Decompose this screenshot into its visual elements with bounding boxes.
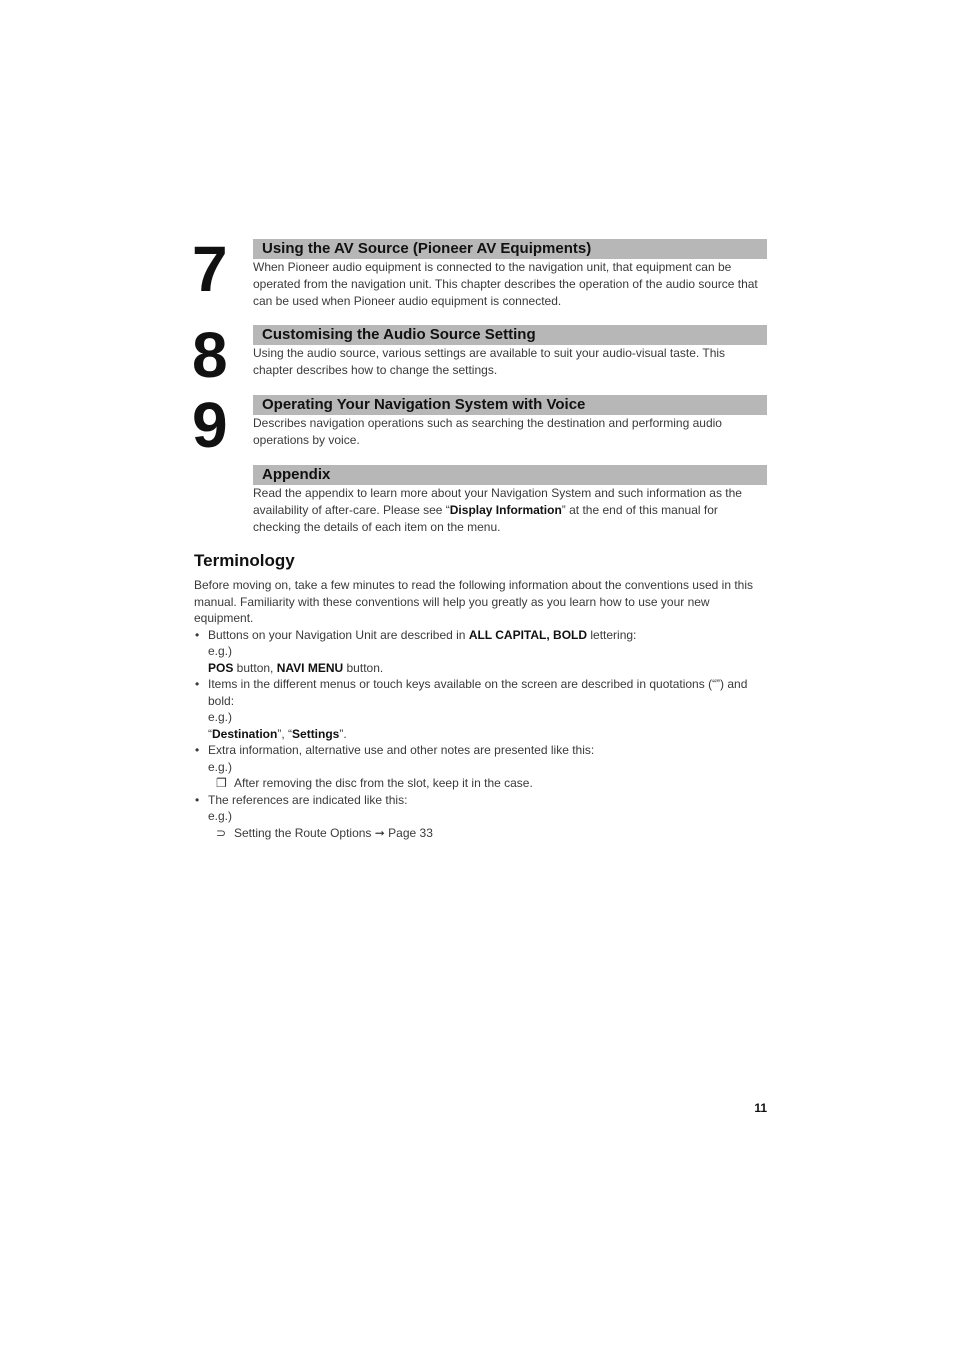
item-text-bold: ALL CAPITAL, BOLD [468, 627, 588, 642]
list-item [194, 742, 766, 792]
example-sep: button, [233, 660, 277, 675]
bullet-icon: • [195, 677, 200, 691]
chapter-number-9: 9 [192, 389, 226, 461]
item-example [208, 726, 766, 743]
chapter-section-8 [253, 325, 767, 379]
example-destination: Destination [212, 726, 278, 741]
terminology-body [194, 577, 766, 841]
terminology-intro: Before moving on, take a few minutes to read the following information about the conventions used in this manual. Familiarity with these conventions will help you greatly as you learn how to use your new equipment. [194, 578, 753, 625]
item-text: Extra information, alternative use and other notes are presented like this: [208, 743, 595, 757]
chapter-description: Describes navigation operations such as searching the destination and performing audio operations by voice. [253, 416, 722, 447]
eg-label: e.g.) [208, 710, 233, 724]
example-end: button. [343, 660, 384, 675]
item-text-before: Buttons on your Navigation Unit are described in [208, 627, 469, 642]
item-text [208, 627, 766, 644]
eg-label: e.g.) [208, 644, 233, 658]
chapter-description: Using the audio source, various settings are available to suit your audio-visual taste. This chapter describes how to change the settings. [253, 346, 726, 377]
page-number: 11 [754, 1101, 767, 1115]
reference-icon: ⊃ [216, 825, 227, 840]
item-example [208, 660, 766, 677]
item-text-after: lettering: [587, 627, 637, 642]
chapter-number-7: 7 [192, 233, 226, 305]
terminology-list [194, 627, 766, 842]
chapter-section-7 [253, 239, 767, 310]
example-navi-menu: NAVI MENU [276, 660, 344, 675]
arrow-right-icon: ➞ [374, 825, 385, 840]
bullet-icon: • [195, 627, 200, 642]
list-item [194, 792, 766, 842]
item-text: The references are indicated like this: [208, 792, 408, 807]
chapter-title-bar: Using the AV Source (Pioneer AV Equipments) [253, 239, 767, 259]
chapter-description: When Pioneer audio equipment is connected to the navigation unit, that equipment can be operated from the navigation unit. This chapter describes the operation of the audio source that can be used when Pioneer audio equipment is connected. [253, 260, 758, 308]
note-box-icon: ❒ [216, 776, 227, 790]
appendix-desc-bold: Display Information [449, 503, 562, 517]
note-text: After removing the disc from the slot, keep it in the case. [234, 776, 533, 790]
bullet-icon: • [195, 792, 200, 807]
appendix-desc-before: Read the appendix to learn more about your Navigation System and such information as the availability of after-care. Please see “ [253, 486, 742, 517]
quote-open: “ [208, 726, 212, 741]
eg-label: e.g.) [208, 759, 233, 774]
appendix-description [253, 485, 767, 536]
item-example [208, 825, 766, 842]
bullet-icon: • [195, 743, 200, 757]
list-item [194, 627, 766, 677]
item-example [208, 775, 766, 792]
appendix-desc-after: ” at the end of this manual for checking the details of each item on the menu. [253, 503, 718, 534]
appendix-section [253, 465, 767, 536]
reference-text: Setting the Route Options [234, 825, 372, 840]
chapter-title-bar: Customising the Audio Source Setting [253, 325, 767, 345]
chapter-number-8: 8 [192, 319, 226, 391]
appendix-title-bar: Appendix [253, 465, 767, 485]
chapter-title-bar: Operating Your Navigation System with Voice [253, 395, 767, 415]
reference-page: Page 33 [388, 825, 433, 840]
terminology-heading: Terminology [194, 551, 295, 570]
example-settings: Settings [292, 726, 340, 741]
item-text: Items in the different menus or touch keys available on the screen are described in quotations (“”) and bold: [208, 677, 748, 708]
quote-mid: ”, “ [277, 726, 293, 741]
list-item [194, 676, 766, 742]
chapter-section-9 [253, 395, 767, 449]
quote-close: ”. [339, 726, 347, 741]
example-pos: POS [208, 660, 234, 675]
eg-label: e.g.) [208, 809, 233, 823]
